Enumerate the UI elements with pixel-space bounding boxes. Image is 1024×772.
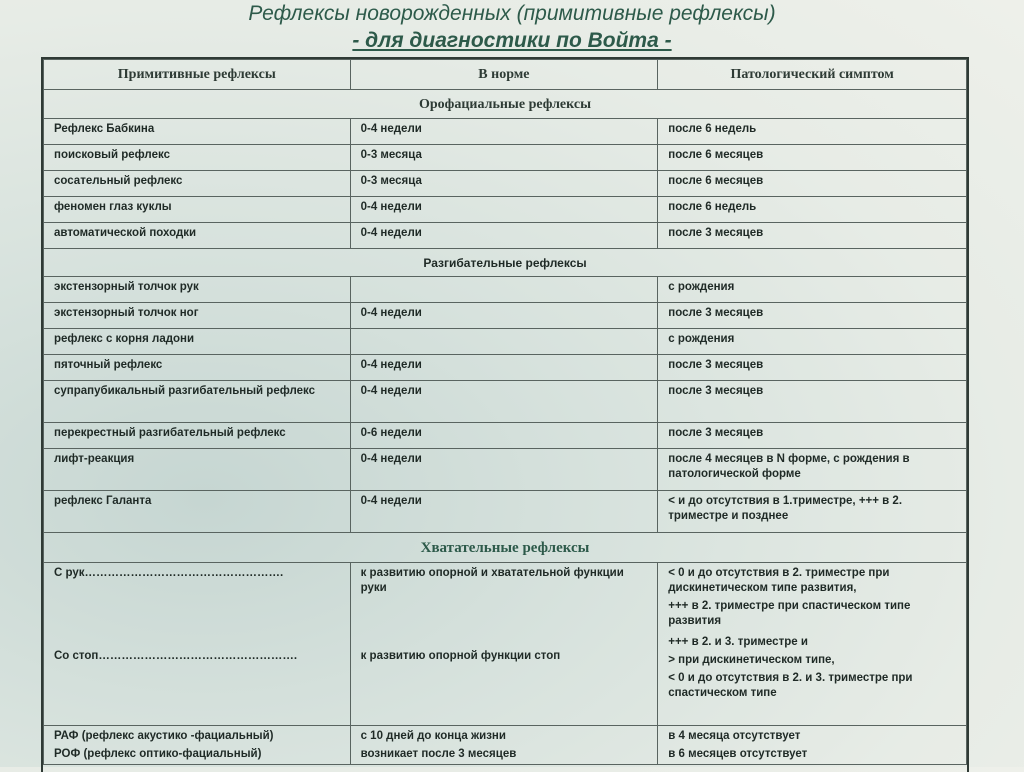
grasp-hand-path-2: +++ в 2. триместре при спастическом типе развития [668, 600, 911, 627]
norm-value: 0-4 недели [350, 491, 658, 533]
norm-value: 0-3 месяца [350, 171, 658, 197]
reflex-name: лифт-реакция [44, 449, 351, 491]
facial-labels [44, 726, 351, 765]
grasping-labels [44, 563, 351, 726]
reflex-name: рефлекс с корня ладони [44, 329, 351, 355]
pathology-value: после 3 месяцев [658, 423, 967, 449]
table-row [44, 171, 967, 197]
section-extensor: Разгибательные рефлексы [44, 249, 967, 277]
reflex-name: пяточный рефлекс [44, 355, 351, 381]
pathology-value: после 4 месяцев в N форме, с рождения в патологической форме [658, 449, 967, 491]
table-row [44, 223, 967, 249]
norm-value: 0-4 недели [350, 223, 658, 249]
grasp-hand-label: С рук……………………………………………. [54, 567, 284, 579]
header-pathology: Патологический симптом [658, 60, 967, 90]
table-row [44, 119, 967, 145]
table-row [44, 449, 967, 491]
raf-norm: с 10 дней до конца жизни [360, 730, 506, 742]
grasp-hand-path-1: < 0 и до отсутствия в 2. триместре при дискинетическом типе развития, [668, 567, 890, 594]
reflex-name: поисковый рефлекс [44, 145, 351, 171]
section-row-extensor [44, 249, 967, 277]
table-row [44, 355, 967, 381]
reflex-name: рефлекс Галанта [44, 491, 351, 533]
pathology-value: с рождения [658, 277, 967, 303]
header-reflexes: Примитивные рефлексы [44, 60, 351, 90]
reflex-name: Рефлекс Бабкина [44, 119, 351, 145]
table-row-facial [44, 726, 967, 765]
rof-pathology: в 6 месяцев отсутствует [668, 748, 808, 760]
reflex-name: сосательный рефлекс [44, 171, 351, 197]
reflex-name: автоматической походки [44, 223, 351, 249]
header-norm: В норме [350, 60, 658, 90]
pathology-value: после 3 месяцев [658, 381, 967, 423]
table-row [44, 145, 967, 171]
norm-value: 0-4 недели [350, 119, 658, 145]
reflex-name: феномен глаз куклы [44, 197, 351, 223]
reflex-table [43, 59, 967, 765]
pathology-value: с рождения [658, 329, 967, 355]
title-line-2: - для диагностики по Войта - [352, 29, 672, 52]
title-line-1: Рефлексы новорожденных (примитивные рефлексы) [248, 2, 776, 25]
grasp-foot-label: Со стоп……………………………………………. [54, 650, 298, 662]
norm-value: 0-4 недели [350, 303, 658, 329]
reflex-name: супрапубикальный разгибательный рефлекс [44, 381, 351, 423]
pathology-value: после 6 месяцев [658, 145, 967, 171]
norm-value: 0-6 недели [350, 423, 658, 449]
section-row-grasping [44, 533, 967, 563]
reflex-name: экстензорный толчок рук [44, 277, 351, 303]
grasp-hand-norm: к развитию опорной и хватательной функции руки [360, 567, 624, 594]
rof-norm: возникает после 3 месяцев [360, 748, 517, 760]
reflex-name: экстензорный толчок ног [44, 303, 351, 329]
raf-label: РАФ (рефлекс акустико -фациальный) [54, 730, 274, 742]
norm-value [350, 277, 658, 303]
norm-value: 0-4 недели [350, 355, 658, 381]
facial-norm [350, 726, 658, 765]
norm-value [350, 329, 658, 355]
facial-pathology [658, 726, 967, 765]
section-grasping: Хватательные рефлексы [44, 533, 967, 563]
pathology-value: после 6 месяцев [658, 171, 967, 197]
pathology-value: после 3 месяцев [658, 223, 967, 249]
header-row [44, 60, 967, 90]
grasping-norm [350, 563, 658, 726]
table-row [44, 329, 967, 355]
table-row [44, 303, 967, 329]
grasping-pathology [658, 563, 967, 726]
table-row [44, 381, 967, 423]
norm-value: 0-3 месяца [350, 145, 658, 171]
grasp-foot-path-1: +++ в 2. и 3. триместре и [668, 636, 808, 648]
rof-label: РОФ (рефлекс оптико-фациальный) [54, 748, 262, 760]
section-row-orofacial [44, 90, 967, 119]
grasp-foot-path-2: > при дискинетическом типе, [668, 654, 835, 666]
pathology-value: < и до отсутствия в 1.триместре, +++ в 2. триместре и позднее [658, 491, 967, 533]
table-row [44, 491, 967, 533]
reflex-name: перекрестный разгибательный рефлекс [44, 423, 351, 449]
grasp-foot-norm: к развитию опорной функции стоп [360, 650, 561, 662]
table-row [44, 197, 967, 223]
norm-value: 0-4 недели [350, 197, 658, 223]
pathology-value: после 3 месяцев [658, 355, 967, 381]
table-row-grasping [44, 563, 967, 726]
raf-pathology: в 4 месяца отсутствует [668, 730, 801, 742]
table-row [44, 423, 967, 449]
slide-title [0, 0, 1024, 54]
pathology-value: после 6 недель [658, 119, 967, 145]
table-row [44, 277, 967, 303]
pathology-value: после 6 недель [658, 197, 967, 223]
section-orofacial: Орофациальные рефлексы [44, 90, 967, 119]
norm-value: 0-4 недели [350, 381, 658, 423]
pathology-value: после 3 месяцев [658, 303, 967, 329]
norm-value: 0-4 недели [350, 449, 658, 491]
grasp-foot-path-3: < 0 и до отсутствия в 2. и 3. триместре при спастическом типе [668, 672, 913, 699]
